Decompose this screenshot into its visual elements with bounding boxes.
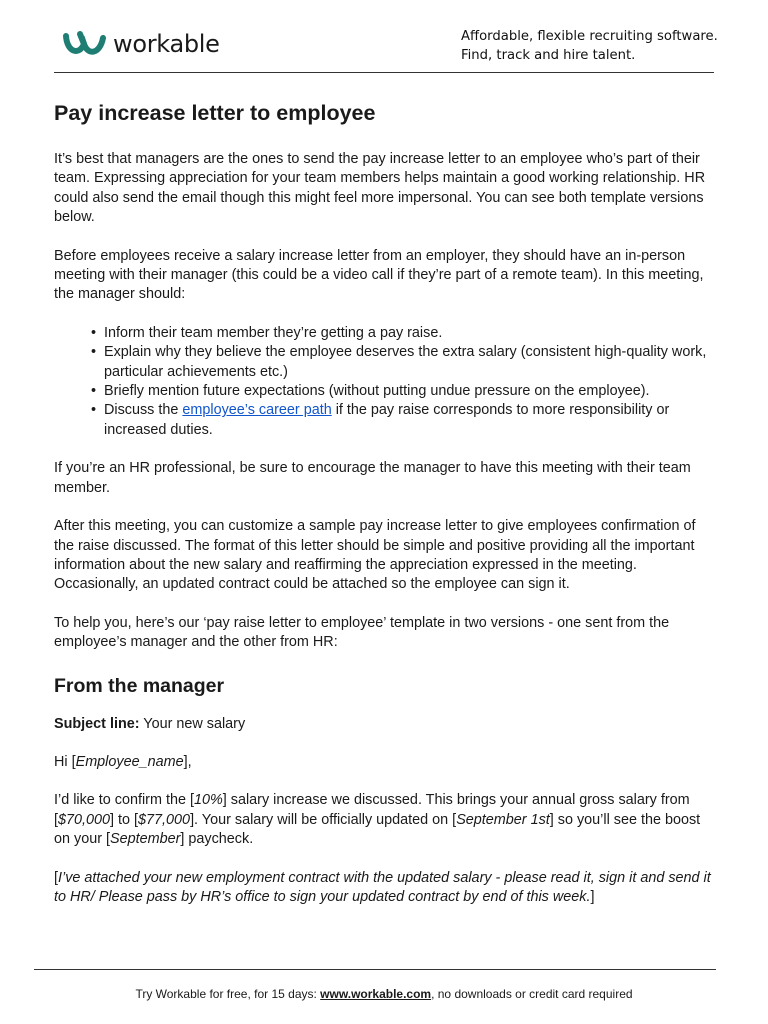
brand-name: workable — [113, 30, 220, 58]
tagline-line-2: Find, track and hire talent. — [461, 48, 636, 63]
tagline-line-1: Affordable, flexible recruiting software. — [461, 29, 718, 44]
letter-text: ] to [ — [110, 811, 139, 828]
document-body — [54, 99, 716, 907]
intro-paragraph-1: It’s best that managers are the ones to send the pay increase letter to an employee who’s part of their team. Expressing appreciation for your team members helps maintain a good working relationship. HR could also send the email though this might feel more impersonal. You can see both template versions below. — [54, 151, 706, 226]
letter-text: ] paycheck. — [180, 831, 254, 848]
manager-checklist — [54, 324, 716, 440]
footer-text-pre: Try Workable for free, for 15 days: — [135, 987, 321, 1001]
raise-percent-placeholder: 10% — [193, 792, 223, 809]
subject-value: Your new salary — [139, 715, 246, 732]
attachment-note — [54, 869, 716, 908]
header-tagline — [461, 27, 718, 65]
employee-name-placeholder: Employee_name — [75, 753, 184, 770]
workable-logo[interactable] — [63, 30, 220, 58]
bracket-close: ] — [590, 888, 595, 905]
new-salary-placeholder: $77,000 — [138, 811, 191, 828]
header-divider — [54, 72, 714, 73]
after-meeting-paragraph: After this meeting, you can customize a sample pay increase letter to give employees confirmation of the raise discussed. The format of this letter should be simple and positive providing all the important information about the new salary and reaffirming the appreciation expressed in the meeting. Occasionally, an updated contract could be attached so the employee can sign it. — [54, 518, 696, 593]
letter-text: I’d like to confirm the [ — [54, 792, 194, 809]
letter-text: ]. Your salary will be officially updated on [ — [190, 811, 457, 828]
page-title: Pay increase letter to employee — [54, 101, 376, 125]
footer-text-post: , no downloads or credit card required — [431, 987, 633, 1001]
bracket-open: [ — [54, 869, 58, 886]
list-item: • Inform their team member they’re getting a pay raise. — [104, 324, 716, 343]
greeting-post: ], — [183, 753, 192, 770]
bullet-4-prefix: Discuss the — [104, 402, 183, 419]
paycheck-month-placeholder: September — [110, 831, 181, 848]
letter-text: ] so you’ll see the boost on your [ — [54, 811, 701, 848]
list-item — [104, 401, 716, 440]
effective-date-placeholder: September 1st — [456, 811, 550, 828]
career-path-link[interactable]: employee’s career path — [182, 402, 332, 419]
hr-paragraph: If you’re an HR professional, be sure to encourage the manager to have this meeting with their team member. — [54, 460, 691, 496]
workable-website-link[interactable]: www.workable.com — [320, 987, 432, 1001]
section-heading: From the manager — [54, 674, 225, 697]
attachment-note-text: I’ve attached your new employment contract with the updated salary - please read it, sign it and send it to HR/ Please pass by HR’s office to sign your updated contract by end of this week. — [54, 869, 711, 905]
list-item: • Explain why they believe the employee deserves the extra salary (consistent high-quality work, particular achievements etc.) — [104, 343, 716, 382]
letter-text: ] salary increase we discussed. This brings your annual gross salary from [ — [54, 792, 690, 828]
list-item: • Briefly mention future expectations (without putting undue pressure on the employee). — [104, 382, 716, 401]
letter-greeting — [54, 753, 716, 772]
intro-paragraph-2: Before employees receive a salary increase letter from an employer, they should have an in-person meeting with their manager (this could be a video call if they’re part of a remote team). In this meeting, the manager should: — [54, 247, 704, 303]
bullet-4-suffix: if the pay raise corresponds to more responsibility or increased duties. — [104, 402, 670, 438]
greeting-pre: Hi [ — [54, 753, 76, 770]
old-salary-placeholder: $70,000 — [58, 811, 111, 828]
template-intro-paragraph: To help you, here’s our ‘pay raise letter to employee’ template in two versions - one sent from the employee’s manager and the other from HR: — [54, 614, 670, 651]
subject-line — [54, 715, 716, 734]
subject-label: Subject line: — [54, 715, 140, 732]
workable-logo-icon — [63, 30, 107, 58]
footer-divider — [34, 969, 716, 970]
page-footer — [0, 987, 768, 1001]
letter-body — [54, 791, 716, 849]
page-header — [0, 0, 768, 74]
